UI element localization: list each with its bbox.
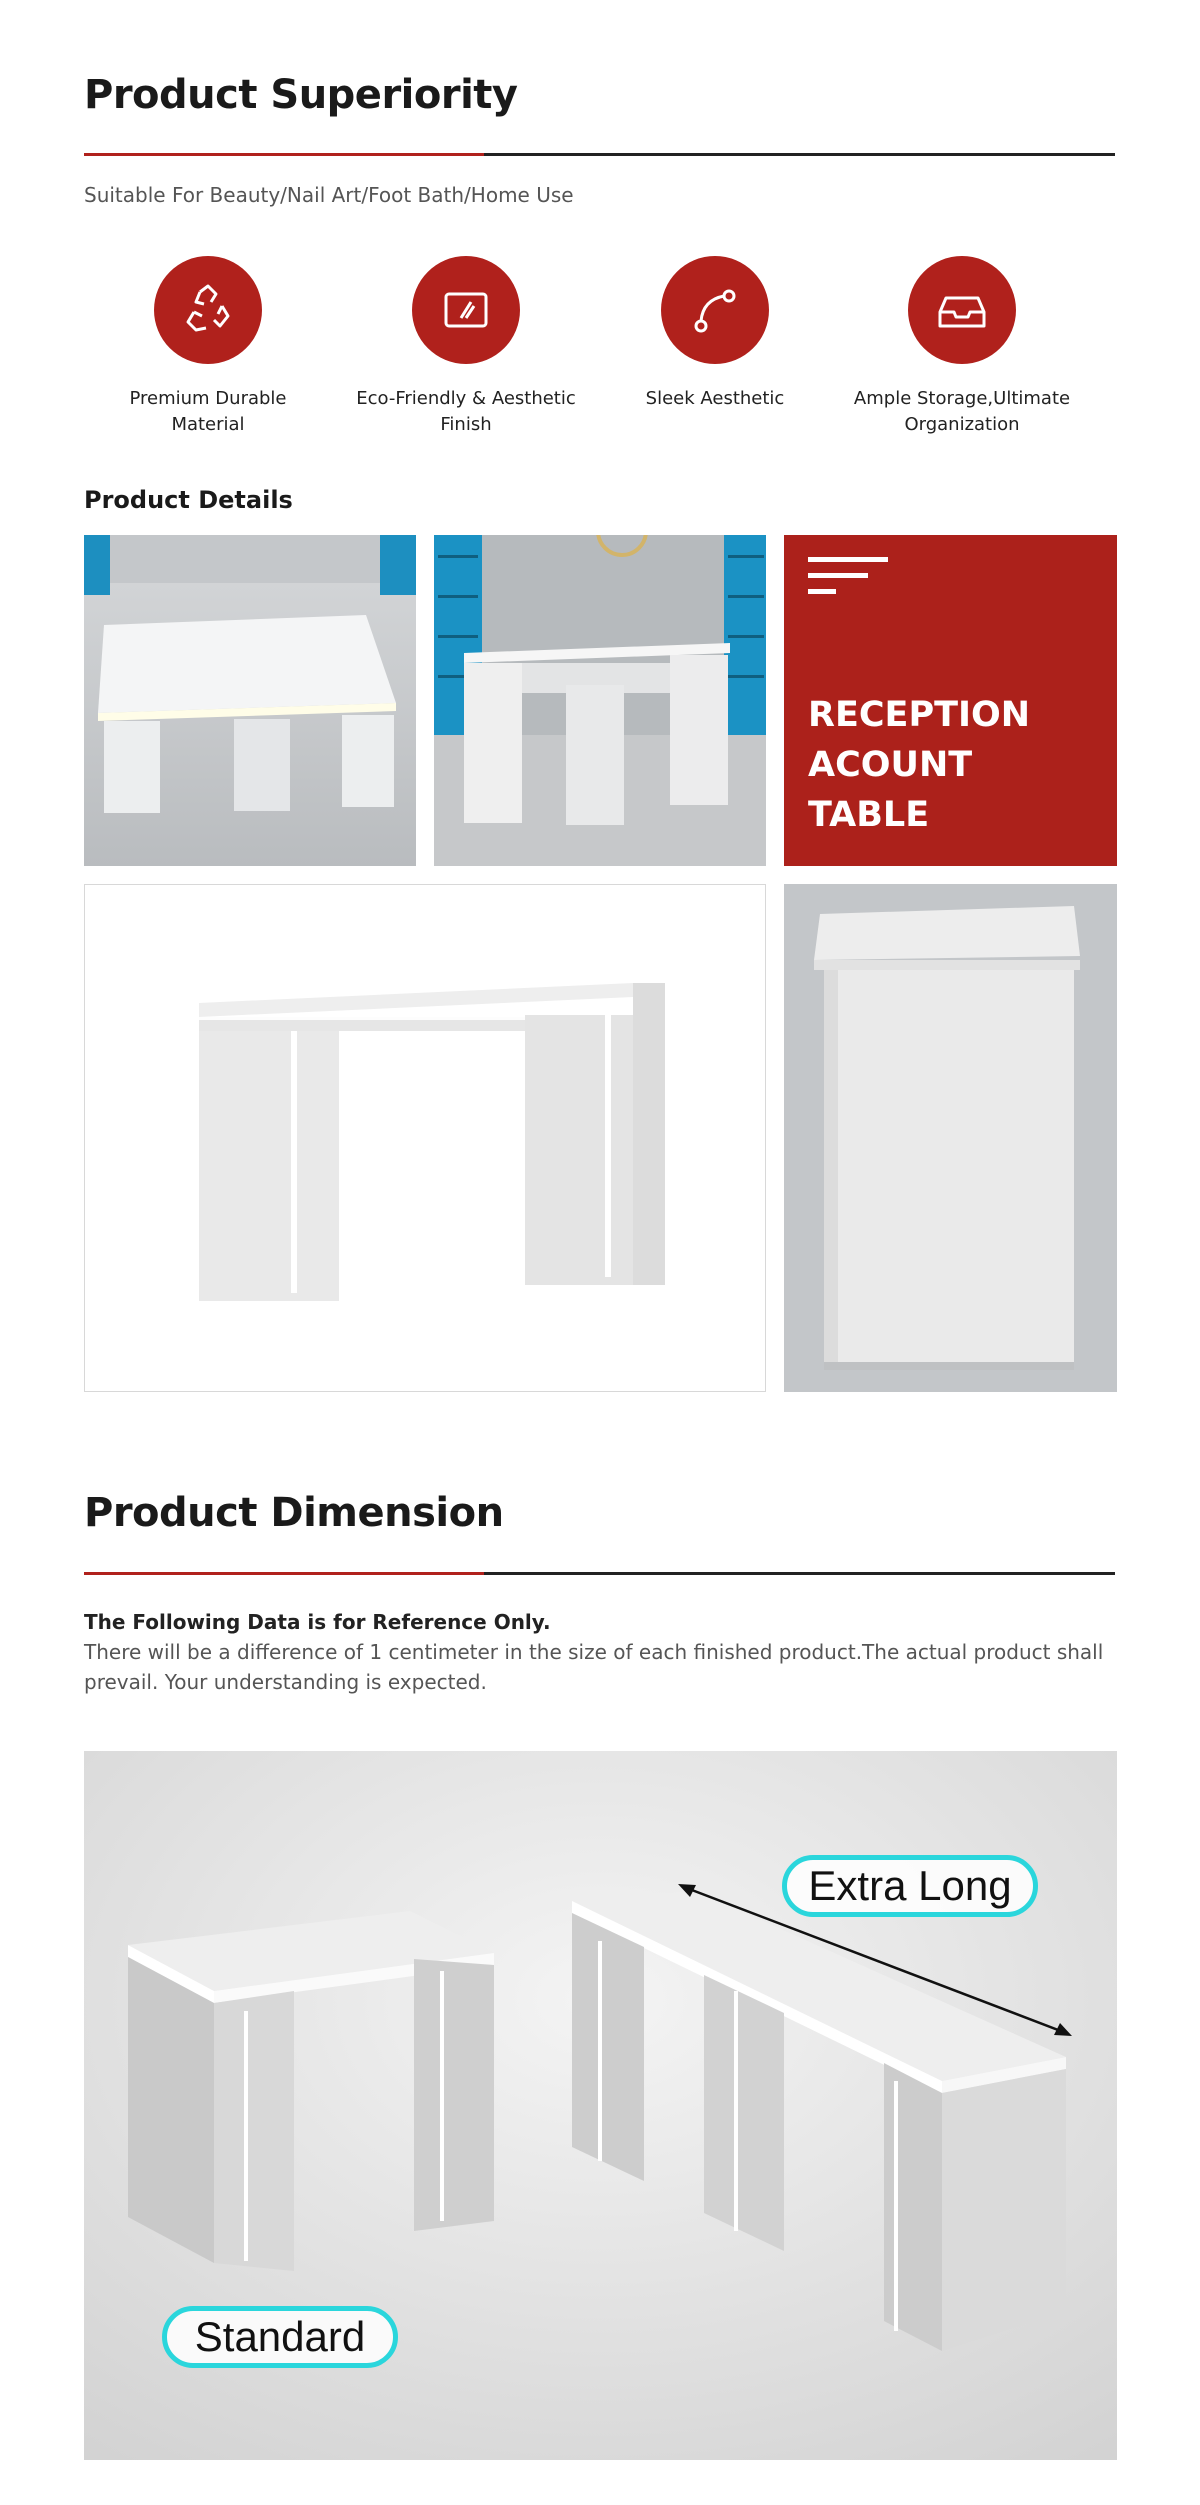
recycle-icon — [154, 256, 262, 364]
curve-icon — [661, 256, 769, 364]
product-photo-salon-view — [434, 535, 766, 866]
reference-note-heading: The Following Data is for Reference Only. — [84, 1610, 551, 1634]
superiority-subtitle: Suitable For Beauty/Nail Art/Foot Bath/Home Use — [84, 183, 574, 207]
finish-icon — [412, 256, 520, 364]
product-title: RECEPTION ACOUNT TABLE — [808, 695, 1031, 835]
feature-item — [346, 256, 586, 438]
feature-item — [595, 256, 835, 412]
section-divider — [84, 153, 1115, 156]
section-title-superiority: Product Superiority — [84, 72, 518, 118]
dimension-comparison-photo — [84, 1751, 1117, 2460]
section-title-dimension: Product Dimension — [84, 1490, 504, 1536]
feature-label: Eco-Friendly & Aesthetic Finish — [356, 388, 576, 435]
feature-label: Ample Storage,Ultimate Organization — [853, 388, 1071, 435]
section-divider — [84, 1572, 1115, 1575]
product-photo-front-view — [84, 884, 766, 1392]
section-title-details: Product Details — [84, 486, 293, 514]
reference-note-body: There will be a difference of 1 centimeter in the size of each finished product.The actual product shall prevail. Your understanding is expected. — [84, 1640, 1104, 1694]
feature-item — [842, 256, 1082, 438]
feature-label: Sleek Aesthetic — [645, 388, 785, 409]
feature-list — [84, 256, 1115, 436]
feature-label: Premium Durable Material — [129, 388, 287, 435]
product-photo-side-view — [784, 884, 1117, 1392]
standard-label: Standard — [162, 2306, 398, 2368]
extra-long-label: Extra Long — [782, 1855, 1038, 1917]
feature-item — [88, 256, 328, 438]
product-title-panel — [784, 535, 1117, 866]
storage-tray-icon — [908, 256, 1016, 364]
product-photo-top-view — [84, 535, 416, 866]
